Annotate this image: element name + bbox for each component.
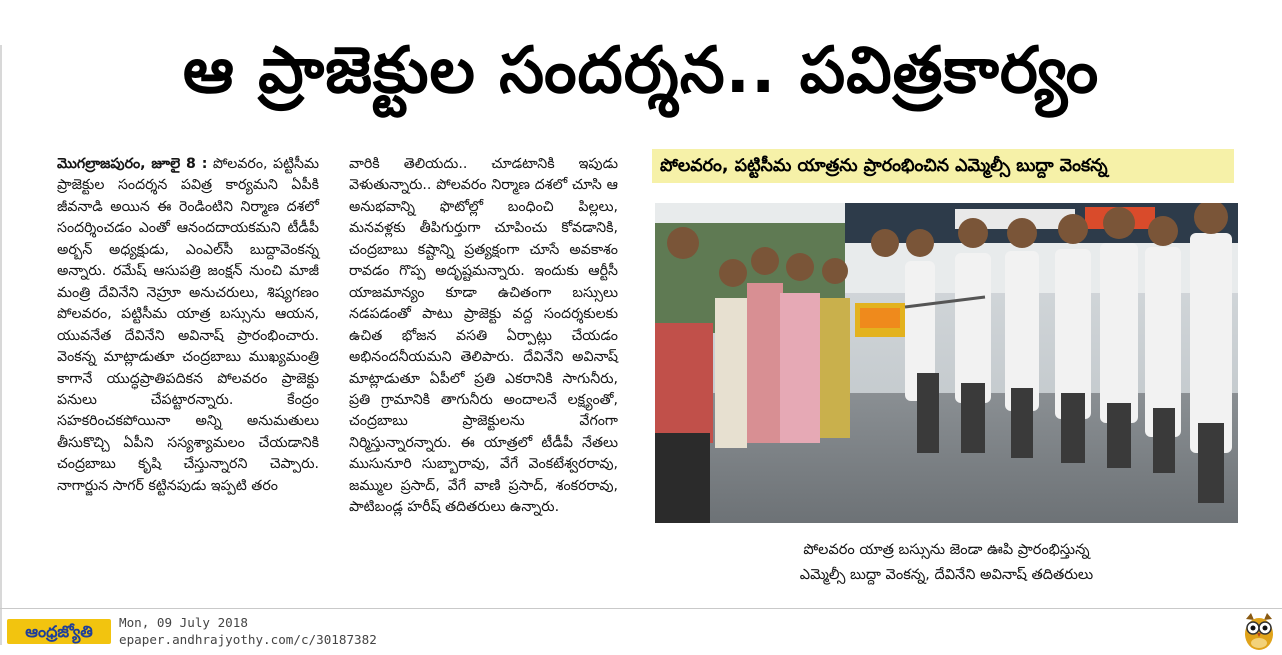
photo-caption <box>655 538 1238 588</box>
page-edge-line <box>0 45 2 645</box>
publication-date: Mon, 09 July 2018 <box>119 615 248 630</box>
column-1-text <box>57 154 319 497</box>
article-headline: ఆ ప్రాజెక్టుల సందర్శన.. పవిత్రకార్యం <box>182 34 1100 108</box>
caption-line-1: పోలవరం యాత్ర బస్సును జెండా ఊపి ప్రారంభిస్తున్న <box>803 542 1090 558</box>
news-photo <box>655 203 1238 523</box>
column-1-body: పోలవరం, పట్టిసీమ ప్రాజెక్టుల సందర్శన పవిత్ర కార్యమని ఏపీకి జీవనాడి అయిన ఈ రెండింటిని నిర్మాణ దశలో సందర్శించడం ఎంతో ఆనందదాయకమని టీడీపీ అర్బన్ అధ్యక్షుడు, ఎంఎల్‌సీ బుద్దావెంకన్న అన్నారు. రమేష్ ఆసుపత్రి జంక్షన్ నుంచి మాజీ మంత్రి దేవినేని నెహ్రూ అనుచరులు, శిష్యగణం పోలవరం, పట్టిసీమ యాత్ర బస్సును ఆయన, యువనేత దేవినేని అవినాష్ ప్రారంభించారు. వెంకన్న మాట్లాడుతూ చంద్రబాబు ముఖ్యమంత్రి కాగానే యుద్ధప్రాతిపదికన పోలవరం ప్రాజెక్టు పనులు చేపట్టారన్నారు. కేంద్రం సహకరించకపోయినా అన్ని అనుమతులు తీసుకొచ్చి ఏపీని సస్యశ్యామలం చేయడానికి చంద్రబాబు కృషి చేస్తున్నారని చెప్పారు. నాగార్జున సాగర్ కట్టినపుడు ఇప్పటి తరం <box>57 156 319 494</box>
footer-meta <box>119 614 377 648</box>
column-2-body: వారికి తెలియదు.. చూడటానికి ఇపుడు వెళుతున్నారు.. పోలవరం నిర్మాణ దశలో చూసి ఆ అనుభవాన్ని ఫొటోల్లో బంధించి పిల్లలు, మనవళ్లకు తీపిగుర్తుగా చూపించు కోవడానికి, చంద్రబాబు కష్టాన్ని ప్రత్యక్షంగా చూసే అవకాశం రావడం గొప్ప అదృష్టమన్నారు. ఇందుకు ఆర్టీసీ యాజమాన్యం కూడా ఉచితంగా బస్సులు నడపడంతో పాటు ప్రాజెక్టు వద్ద సందర్శకులకు ఉచిత భోజన వసతి ఏర్పాట్లు చేయడం అభినందనీయమని తెలిపారు. దేవినేని అవినాష్ మాట్లాడుతూ ఏపీలో ప్రతి ఎకరానికి సాగునీరు, ప్రతి గ్రామానికి తాగునీరు అందాలనే లక్ష్యంతో, చంద్రబాబు ప్రాజెక్టులను వేగంగా నిర్మిస్తున్నారన్నారు. ఈ యాత్రలో టీడీపీ నేతలు ముసునూరి సుబ్బారావు, వేగే వెంకటేశ్వరరావు, జమ్ముల ప్రసాద్, వేగే వాణి ప్రసాద్, శంకరరావు, పాటిబండ్ల హరీష్ తదితరులు ఉన్నారు. <box>349 156 618 516</box>
dateline: మొగల్రాజపురం, జూలై 8 : <box>57 156 208 172</box>
epaper-url[interactable]: epaper.andhrajyothy.com/c/30187382 <box>119 632 377 647</box>
subheadline: పోలవరం, పట్టిసీమ యాత్రను ప్రారంభించిన ఎమ్మెల్సీ బుద్దా వెంకన్న <box>660 156 1108 176</box>
owl-icon[interactable] <box>1242 613 1276 651</box>
photo-illustration <box>655 203 1238 523</box>
caption-line-2: ఎమ్మెల్సీ బుద్దా వెంకన్న, దేవినేని అవినాష్ తదితరులు <box>799 567 1094 583</box>
andhrajyothy-logo[interactable]: ఆంధ్రజ్యోతి <box>7 619 111 644</box>
owl-icon-graphic <box>1242 613 1276 651</box>
article-column-1 <box>57 154 319 497</box>
article-column-2 <box>349 154 618 519</box>
footer-divider <box>0 608 1282 609</box>
